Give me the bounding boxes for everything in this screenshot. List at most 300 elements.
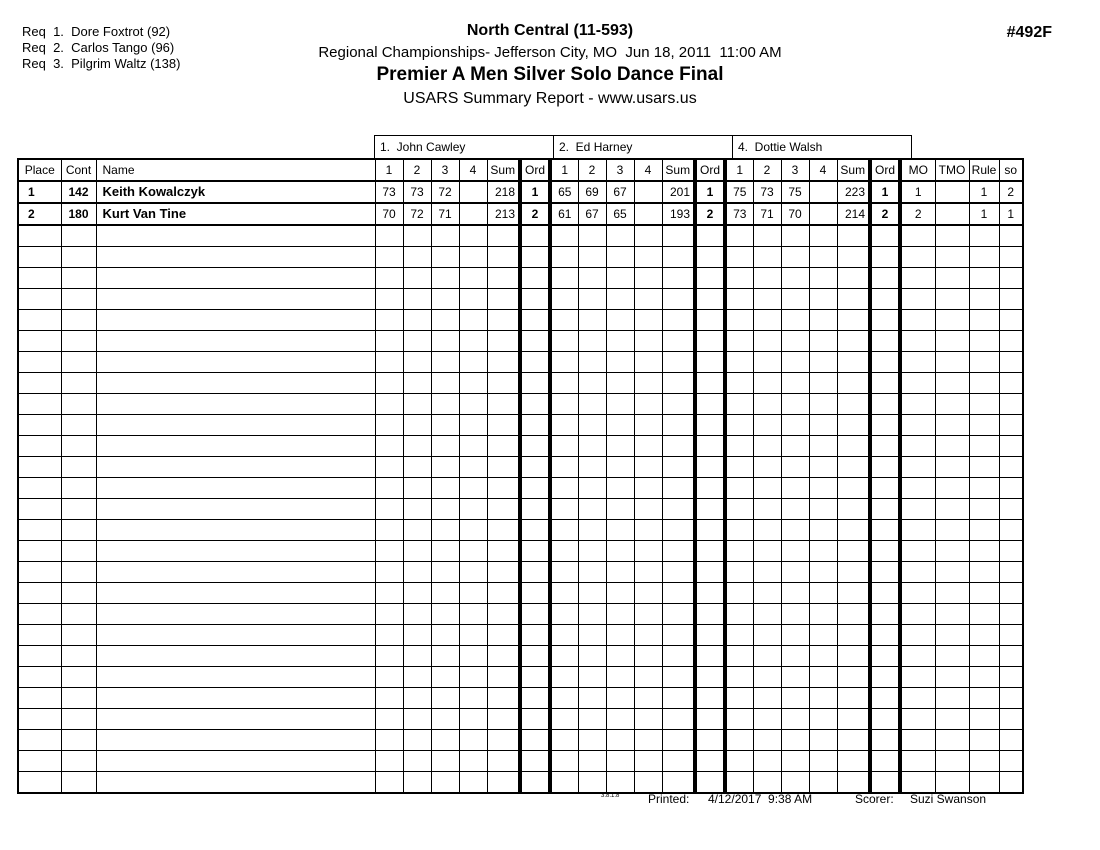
rule-cell [969, 373, 999, 394]
score-cell [606, 520, 634, 541]
place-cell [18, 625, 61, 646]
col-header-so: so [999, 159, 1023, 181]
score-cell [403, 688, 431, 709]
name-cell [96, 730, 375, 751]
score-cell [550, 289, 578, 310]
score-cell [431, 289, 459, 310]
sum-cell [487, 352, 520, 373]
so-cell [999, 541, 1023, 562]
score-cell [375, 688, 403, 709]
score-cell [781, 310, 809, 331]
score-cell [725, 499, 753, 520]
col-header-judge2-sum: Sum [662, 159, 695, 181]
score-cell [459, 541, 487, 562]
ord-cell [695, 352, 725, 373]
so-cell: 1 [999, 203, 1023, 225]
score-cell [725, 541, 753, 562]
score-cell [459, 415, 487, 436]
score-cell [725, 436, 753, 457]
sum-cell [837, 415, 870, 436]
score-cell [550, 667, 578, 688]
col-header-judge1-score3: 3 [431, 159, 459, 181]
place-cell [18, 225, 61, 247]
score-cell [634, 499, 662, 520]
cont-cell [61, 457, 96, 478]
report-header [0, 22, 1100, 108]
score-cell [375, 541, 403, 562]
sum-cell [487, 520, 520, 541]
score-cell [431, 688, 459, 709]
name-cell [96, 289, 375, 310]
score-cell [753, 394, 781, 415]
ord-cell [870, 583, 900, 604]
cont-cell [61, 310, 96, 331]
score-cell [431, 667, 459, 688]
sum-cell [837, 436, 870, 457]
sum-cell [837, 225, 870, 247]
ord-cell [870, 373, 900, 394]
mo-cell [900, 289, 935, 310]
sum-cell [662, 225, 695, 247]
score-cell [375, 310, 403, 331]
score-cell [634, 310, 662, 331]
score-cell [375, 562, 403, 583]
score-cell [550, 709, 578, 730]
score-cell [606, 562, 634, 583]
score-cell [781, 625, 809, 646]
score-cell [809, 181, 837, 203]
sum-cell [837, 646, 870, 667]
tmo-cell [935, 667, 969, 688]
score-cell [403, 604, 431, 625]
score-cell [459, 457, 487, 478]
score-cell: 73 [375, 181, 403, 203]
empty-table-row [18, 499, 1023, 520]
empty-table-row [18, 247, 1023, 268]
name-cell [96, 751, 375, 772]
score-cell [781, 646, 809, 667]
score-cell [550, 730, 578, 751]
score-cell [753, 772, 781, 794]
name-cell [96, 373, 375, 394]
mo-cell [900, 457, 935, 478]
empty-table-row [18, 373, 1023, 394]
empty-table-row [18, 478, 1023, 499]
score-cell [431, 268, 459, 289]
rule-cell [969, 688, 999, 709]
score-cell [725, 331, 753, 352]
place-cell [18, 289, 61, 310]
score-cell [550, 583, 578, 604]
col-header-cont: Cont [61, 159, 96, 181]
tmo-cell [935, 247, 969, 268]
score-cell: 73 [725, 203, 753, 225]
sum-cell [837, 520, 870, 541]
score-cell [606, 394, 634, 415]
sum-cell [662, 751, 695, 772]
score-cell [578, 457, 606, 478]
so-cell [999, 289, 1023, 310]
score-cell [375, 499, 403, 520]
score-cell [403, 331, 431, 352]
ord-cell [695, 310, 725, 331]
score-cell [578, 331, 606, 352]
rule-cell [969, 709, 999, 730]
name-cell [96, 436, 375, 457]
ord-cell [695, 772, 725, 794]
score-cell [375, 667, 403, 688]
rule-cell [969, 310, 999, 331]
ord-cell [870, 625, 900, 646]
score-cell [809, 225, 837, 247]
score-cell [459, 247, 487, 268]
page-footer [0, 792, 1100, 812]
sum-cell [662, 520, 695, 541]
score-cell [634, 667, 662, 688]
ord-cell [520, 457, 550, 478]
score-cell [606, 331, 634, 352]
score-cell: 73 [753, 181, 781, 203]
tmo-cell [935, 499, 969, 520]
ord-cell [870, 225, 900, 247]
score-cell [753, 310, 781, 331]
tmo-cell [935, 583, 969, 604]
sum-cell: 193 [662, 203, 695, 225]
rule-cell [969, 394, 999, 415]
printed-value: 4/12/2017 9:38 AM [708, 792, 813, 806]
score-cell [578, 709, 606, 730]
rule-cell [969, 499, 999, 520]
place-cell [18, 709, 61, 730]
score-cell [431, 352, 459, 373]
empty-table-row [18, 646, 1023, 667]
sum-cell [837, 562, 870, 583]
score-cell [781, 520, 809, 541]
requirement-item-1: Req 1. Dore Foxtrot (92) [22, 24, 171, 39]
score-cell [550, 394, 578, 415]
sum-cell [837, 583, 870, 604]
mo-cell [900, 352, 935, 373]
score-cell [634, 709, 662, 730]
rule-cell [969, 247, 999, 268]
software-version: 3.8.1.8 [601, 793, 620, 799]
so-cell [999, 331, 1023, 352]
name-cell [96, 667, 375, 688]
mo-cell [900, 478, 935, 499]
score-cell [375, 520, 403, 541]
score-cell [753, 457, 781, 478]
score-cell [781, 247, 809, 268]
score-cell [809, 268, 837, 289]
score-cell [634, 604, 662, 625]
sum-cell [662, 289, 695, 310]
ord-cell [520, 499, 550, 520]
empty-table-row [18, 751, 1023, 772]
name-cell [96, 225, 375, 247]
empty-table-row [18, 457, 1023, 478]
ord-cell [870, 667, 900, 688]
name-cell [96, 268, 375, 289]
score-cell [403, 667, 431, 688]
col-header-judge1-score4: 4 [459, 159, 487, 181]
tmo-cell [935, 562, 969, 583]
so-cell [999, 436, 1023, 457]
ord-cell [520, 415, 550, 436]
report-subtitle: USARS Summary Report - www.usars.us [403, 90, 697, 107]
rule-cell [969, 583, 999, 604]
score-cell [431, 499, 459, 520]
score-cell [550, 436, 578, 457]
tmo-cell [935, 751, 969, 772]
place-cell: 1 [18, 181, 61, 203]
rule-cell [969, 646, 999, 667]
score-cell [431, 310, 459, 331]
results-tbody [18, 159, 1023, 793]
score-cell [781, 415, 809, 436]
sum-cell [487, 289, 520, 310]
tmo-cell [935, 225, 969, 247]
score-cell [431, 373, 459, 394]
place-cell [18, 541, 61, 562]
col-header-judge3-sum: Sum [837, 159, 870, 181]
name-cell: Kurt Van Tine [96, 203, 375, 225]
sum-cell [487, 225, 520, 247]
score-cell [753, 225, 781, 247]
score-cell [431, 625, 459, 646]
sum-cell [837, 751, 870, 772]
table-row [18, 181, 1023, 203]
name-cell [96, 478, 375, 499]
score-cell [781, 772, 809, 794]
score-cell [431, 247, 459, 268]
sum-cell [662, 604, 695, 625]
score-cell [753, 625, 781, 646]
sum-cell [837, 667, 870, 688]
ord-cell [870, 394, 900, 415]
empty-table-row [18, 562, 1023, 583]
score-cell [459, 394, 487, 415]
score-cell [634, 436, 662, 457]
score-cell [606, 667, 634, 688]
mo-cell [900, 310, 935, 331]
name-cell [96, 499, 375, 520]
name-cell [96, 520, 375, 541]
score-cell [606, 478, 634, 499]
ord-cell [520, 478, 550, 499]
score-cell [578, 289, 606, 310]
requirement-item-3: Req 3. Pilgrim Waltz (138) [22, 56, 181, 71]
place-cell [18, 646, 61, 667]
name-cell [96, 604, 375, 625]
tmo-cell [935, 646, 969, 667]
sum-cell [837, 772, 870, 794]
score-cell [550, 310, 578, 331]
score-cell [578, 604, 606, 625]
sum-cell: 218 [487, 181, 520, 203]
tmo-cell [935, 203, 969, 225]
ord-cell [695, 604, 725, 625]
score-cell [725, 562, 753, 583]
col-header-judge1-score1: 1 [375, 159, 403, 181]
score-cell [403, 583, 431, 604]
sum-cell [487, 625, 520, 646]
ord-cell [520, 247, 550, 268]
score-cell [725, 604, 753, 625]
rule-cell [969, 331, 999, 352]
rule-cell [969, 604, 999, 625]
ord-cell [695, 394, 725, 415]
ord-cell [695, 520, 725, 541]
mo-cell [900, 247, 935, 268]
so-cell [999, 478, 1023, 499]
sum-cell [487, 541, 520, 562]
rule-cell [969, 352, 999, 373]
score-cell [606, 415, 634, 436]
place-cell [18, 499, 61, 520]
tmo-cell [935, 520, 969, 541]
ord-cell [695, 583, 725, 604]
col-header-judge3-score2: 2 [753, 159, 781, 181]
cont-cell [61, 646, 96, 667]
score-cell [753, 562, 781, 583]
ord-cell [520, 331, 550, 352]
ord-cell [520, 268, 550, 289]
ord-cell [695, 247, 725, 268]
ord-cell [695, 562, 725, 583]
empty-table-row [18, 436, 1023, 457]
score-cell [550, 604, 578, 625]
score-cell [753, 289, 781, 310]
rule-cell [969, 225, 999, 247]
sum-cell [487, 373, 520, 394]
rule-cell [969, 772, 999, 794]
score-cell [431, 436, 459, 457]
results-table [17, 158, 1024, 794]
sum-cell [837, 373, 870, 394]
score-cell [725, 289, 753, 310]
sum-cell [662, 583, 695, 604]
score-cell [550, 225, 578, 247]
score-cell [431, 457, 459, 478]
score-cell [550, 541, 578, 562]
score-cell [459, 667, 487, 688]
score-cell [634, 331, 662, 352]
score-cell [375, 352, 403, 373]
score-cell: 65 [606, 203, 634, 225]
mo-cell [900, 709, 935, 730]
sum-cell [662, 436, 695, 457]
score-cell [606, 499, 634, 520]
ord-cell [695, 415, 725, 436]
score-cell [375, 583, 403, 604]
score-cell [578, 225, 606, 247]
rule-cell [969, 562, 999, 583]
score-cell [459, 751, 487, 772]
empty-table-row [18, 730, 1023, 751]
score-cell [459, 604, 487, 625]
sum-cell [487, 247, 520, 268]
place-cell [18, 247, 61, 268]
sum-cell [662, 541, 695, 562]
score-cell [431, 225, 459, 247]
empty-table-row [18, 331, 1023, 352]
name-cell [96, 562, 375, 583]
ord-cell: 2 [520, 203, 550, 225]
ord-cell [695, 646, 725, 667]
cont-cell [61, 373, 96, 394]
place-cell [18, 436, 61, 457]
ord-cell [870, 499, 900, 520]
event-title: Premier A Men Silver Solo Dance Final [376, 64, 724, 85]
score-cell [809, 203, 837, 225]
score-cell [753, 604, 781, 625]
report-number: #492F [1006, 24, 1052, 41]
name-cell [96, 541, 375, 562]
mo-cell [900, 646, 935, 667]
cont-cell [61, 541, 96, 562]
score-cell [578, 310, 606, 331]
score-cell [375, 436, 403, 457]
score-cell [431, 415, 459, 436]
cont-cell: 180 [61, 203, 96, 225]
score-cell [781, 730, 809, 751]
score-cell [578, 541, 606, 562]
score-cell [634, 181, 662, 203]
rule-cell [969, 457, 999, 478]
empty-table-row [18, 625, 1023, 646]
ord-cell [520, 709, 550, 730]
ord-cell [870, 751, 900, 772]
score-cell [634, 247, 662, 268]
score-cell [781, 541, 809, 562]
ord-cell: 1 [870, 181, 900, 203]
tmo-cell [935, 625, 969, 646]
score-cell [809, 541, 837, 562]
score-cell [375, 730, 403, 751]
ord-cell [520, 562, 550, 583]
score-cell [403, 499, 431, 520]
sum-cell [487, 415, 520, 436]
score-cell [606, 247, 634, 268]
score-cell [459, 181, 487, 203]
score-cell [403, 709, 431, 730]
score-cell: 67 [606, 181, 634, 203]
score-cell [809, 457, 837, 478]
score-cell [781, 751, 809, 772]
col-header-tmo: TMO [935, 159, 969, 181]
mo-cell [900, 604, 935, 625]
ord-cell [520, 688, 550, 709]
mo-cell [900, 667, 935, 688]
cont-cell [61, 520, 96, 541]
score-cell [578, 625, 606, 646]
mo-cell: 2 [900, 203, 935, 225]
sum-cell [487, 646, 520, 667]
name-cell: Keith Kowalczyk [96, 181, 375, 203]
ord-cell [870, 415, 900, 436]
score-cell [550, 520, 578, 541]
score-cell [781, 373, 809, 394]
tmo-cell [935, 541, 969, 562]
score-cell [606, 709, 634, 730]
score-cell [375, 268, 403, 289]
score-cell [606, 583, 634, 604]
score-cell [550, 268, 578, 289]
score-cell [578, 751, 606, 772]
score-cell [578, 415, 606, 436]
so-cell [999, 688, 1023, 709]
so-cell [999, 268, 1023, 289]
